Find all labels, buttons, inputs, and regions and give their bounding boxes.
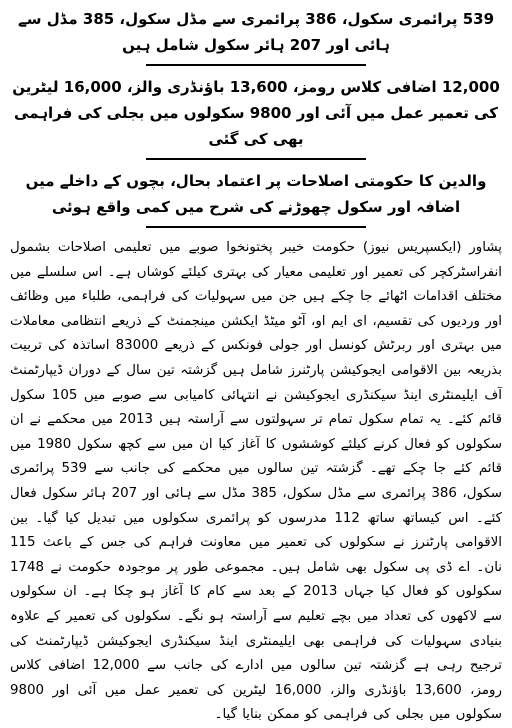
divider-3 bbox=[146, 226, 366, 228]
headline-block-2 bbox=[10, 74, 502, 160]
divider-2 bbox=[146, 158, 366, 160]
headline-block-3 bbox=[10, 168, 502, 228]
headline-2: 12,000 اضافی کلاس رومز، 13,600 باؤنڈری والز، 16,000 لیٹرین کی تعمیر عمل میں آئی اور 9800 سکولوں میں بجلی کی فراہمی بھی کی گئی bbox=[12, 78, 500, 148]
article-body: پشاور (ایکسپریس نیوز) حکومت خیبر پختونخوا صوبے میں تعلیمی اصلاحات بشمول انفراسٹرکچر کی تعمیر اور تعلیمی معیار کی بہتری کیلئے کوشاں ہے۔ اس سلسلے میں مختلف اقدامات اٹھائے جا چکے ہیں جن میں سہولیات کی فراہمی، طلباء میں وظائف اور وردیوں کی تقسیم، ای ایم او، آٹو میٹڈ ایکشن مینجمنٹ کے ذریعے انتظامی معاملات میں بہتری اور ربرٹش کونسل اور جولی فونکس کے ذریعے 83000 اساتذہ کی تربیت بذریعہ بین الاقوامی ایجوکیشن پارٹنرز شامل ہیں گزشتہ تین سال کے دوران ڈیپارٹمنٹ آف ایلیمنٹری اینڈ سیکنڈری ایجوکیشن نے انتہائی کامیابی سے صوبے میں 105 سکول قائم کئے۔ یہ تمام سکول تمام تر سہولتوں سے آراستہ ہیں 2013 میں محکمے نے ان سکولوں کو فعال کرنے کیلئے کوششوں کا آغاز کیا ان میں سے کچھ سکول 1980 میں قائم کئے جا چکے تھے۔ گزشتہ تین سالوں میں محکمے کی جانب سے 539 پرائمری سکول، 386 پرائمری سے مڈل سکول، 385 مڈل سے ہائی اور 207 ہائر سکول فعال کئے۔ اس کیساتھ ساتھ 112 مدرسوں کو پرائمری سکولوں میں تبدیل کیا گیا۔ بین الاقوامی پارٹنرز نے سکولوں کی تعمیر میں معاونت فراہم کی جس کے باعث 115 نان۔ اے ڈی پی سکول بھی شامل ہیں۔ مجموعی طور پر موجودہ حکومت نے 1748 سکولوں کو فعال کیا جہاں 2013 کے بعد سے کام کا آغاز ہو چکا ہے۔ ان سکولوں سے لاکھوں کی تعداد میں بچے تعلیم سے آراستہ ہو نگے۔ سکولوں کی تعمیر کے علاوہ بنیادی سہولیات کی فراہمی بھی ایلیمنٹری اینڈ سیکنڈری ایجوکیشن ڈیپارٹمنٹ کی ترجیح رہی ہے گزشتہ تین سالوں میں ادارے کی جانب سے 12,000 اضافی کلاس رومز، 13,600 باؤنڈری والز، 16,000 لیٹرین کی تعمیر عمل میں آئی اور 9800 سکولوں میں بجلی کی فراہمی کو ممکن بنایا گیا۔ bbox=[10, 240, 503, 723]
headline-1: 539 پرائمری سکول، 386 پرائمری سے مڈل سکول، 385 مڈل سے ہائی اور 207 ہائر سکول شامل ہیں bbox=[17, 10, 495, 54]
divider-1 bbox=[146, 64, 366, 66]
headline-block-1 bbox=[10, 6, 502, 66]
headline-3: والدین کا حکومتی اصلاحات پر اعتماد بحال، بچوں کے داخلے میں اضافہ اور سکول چھوڑنے کی شرح میں کمی واقع ہوئی bbox=[25, 172, 487, 216]
